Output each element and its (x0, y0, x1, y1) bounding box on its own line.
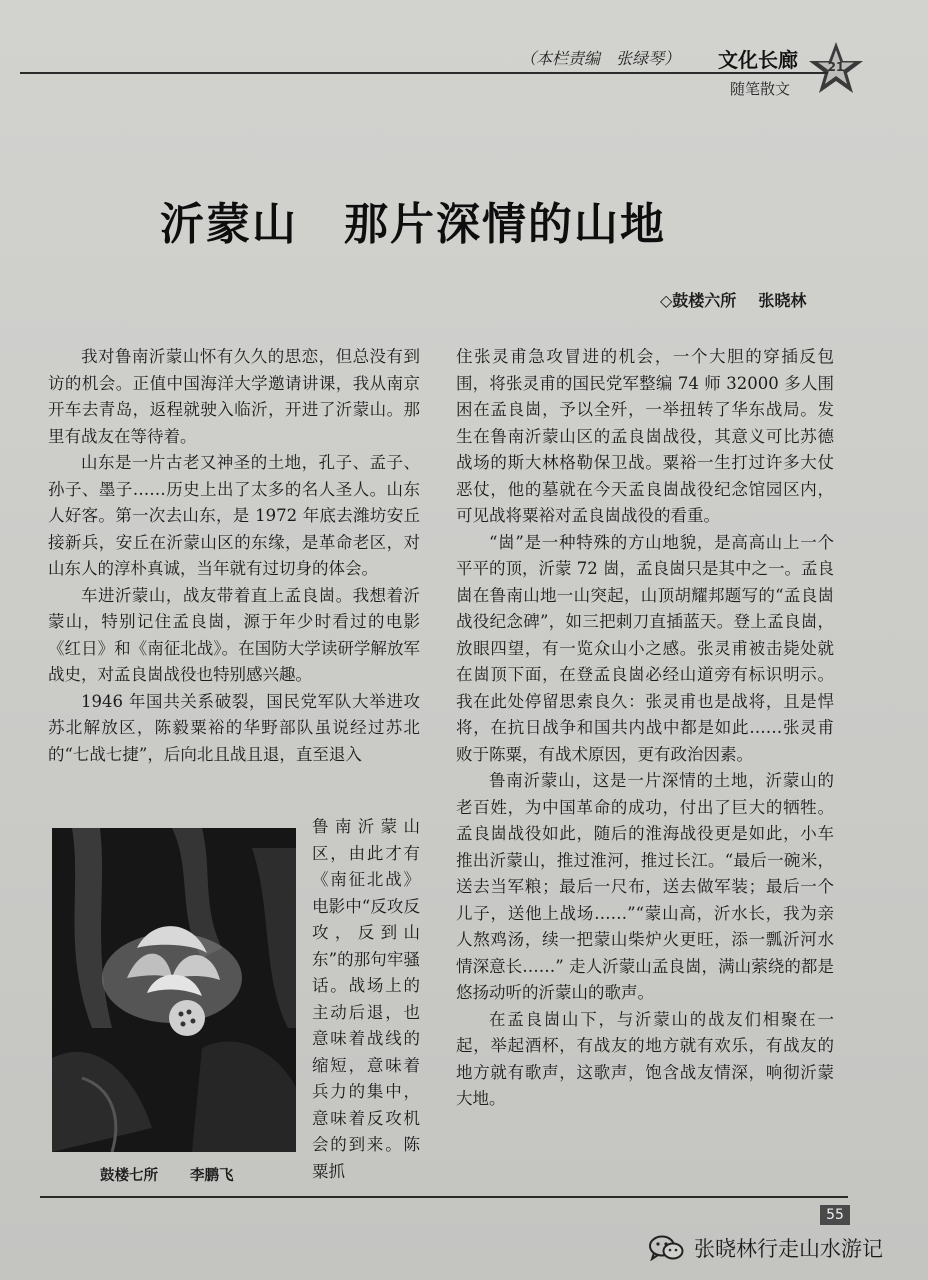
page-number: 55 (820, 1205, 850, 1225)
right-column-text (456, 344, 834, 1113)
paragraph: 在孟良崮山下，与沂蒙山的战友们相聚在一起，举起酒杯，有战友的地方就有欢乐，有战友的地方就有歌声，这歌声，饱含战友情深，响彻沂蒙大地。 (456, 1009, 834, 1108)
wechat-watermark (648, 1232, 883, 1264)
article-title: 沂蒙山 那片深情的山地 (160, 199, 666, 250)
byline-author: 张晓林 (758, 291, 807, 310)
paragraph: 山东是一片古老又神圣的土地，孔子、孟子、孙子、墨子……历史上出了太多的名人圣人。山东人好客。第一次去山东，是 1972 年底去潍坊安丘接新兵，安丘在沂蒙山区的东缘，是革命老区，对山东人的淳朴真诚，当年就有过切身的体会。 (48, 453, 420, 578)
paragraph: 我对鲁南沂蒙山怀有久久的思恋，但总没有到访的机会。正值中国海洋大学邀请讲课，我从南京开车去青岛，返程就驶入临沂，开进了沂蒙山。那里有战友在等待着。 (48, 347, 420, 446)
star-badge-number: 21 (827, 60, 845, 74)
paragraph: 住张灵甫急攻冒进的机会，一个大胆的穿插反包围，将张灵甫的国民党军整编 74 师 32000 多人围困在孟良崮，予以全歼，一举扭转了华东战局。发生在鲁南沂蒙山区的孟良崮战役，其意义可比苏德战场的斯大林格勒保卫战。粟裕一生打过许多大仗恶仗，他的墓就在今天孟良崮战役纪念馆园区内，可见战将粟裕对孟良崮战役的看重。 (456, 347, 834, 525)
article-byline (660, 288, 806, 311)
caption-unit: 鼓楼七所 (100, 1168, 158, 1184)
paragraph: 车进沂蒙山，战友带着直上孟良崮。我想着沂蒙山，特别记住孟良崮，源于年少时看过的电影《红日》和《南征北战》。在国防大学读研学解放军战史，对孟良崮战役也特别感兴趣。 (48, 585, 420, 684)
header-editor-credit: （本栏责编 张绿琴） (520, 49, 681, 68)
left-column-text (48, 344, 420, 768)
caption-author: 李鹏飞 (190, 1168, 234, 1184)
byline-unit: ◇鼓楼六所 (660, 291, 737, 310)
header-divider (20, 72, 828, 74)
wechat-icon (648, 1235, 684, 1261)
header-column-name: 文化长廊 (718, 48, 798, 72)
lotus-photo (52, 828, 296, 1152)
paragraph: 1946 年国共关系破裂，国民党军队大举进攻苏北解放区，陈毅粟裕的华野部队虽说经过苏北的“七战七捷”，后向北且战且退，直至退入 (48, 691, 420, 764)
paragraph: 鲁南沂蒙山，这是一片深情的土地，沂蒙山的老百姓，为中国革命的成功，付出了巨大的牺牲。孟良崮战役如此，随后的淮海战役更是如此，小车推出沂蒙山，推过淮河，推过长江。“最后一碗米，送去当军粮；最后一尺布，送去做军装；最后一个儿子，送他上战场……”“蒙山高，沂水长，我为亲人熬鸡汤，续一把蒙山柴炉火更旺，添一瓢沂河水情深意长……” 走人沂蒙山孟良崮，满山萦绕的都是悠扬动听的沂蒙山的歌声。 (456, 771, 834, 1002)
narrow-column-text (312, 814, 420, 1185)
header-section-name: 随笔散文 (730, 80, 791, 98)
paragraph: 鲁南沂蒙山区，由此才有《南征北战》电影中“反攻反攻，反到山东”的那句牢骚话。战场上的主动后退，也意味着战线的缩短，意味着兵力的集中，意味着反攻机会的到来。陈粟抓 (312, 817, 420, 1181)
photo-caption (100, 1164, 234, 1185)
star-badge-icon (808, 40, 864, 96)
watermark-text: 张晓林行走山水游记 (694, 1237, 883, 1261)
footer-divider (40, 1196, 848, 1198)
paragraph: “崮”是一种特殊的方山地貌，是高高山上一个平平的顶，沂蒙 72 崮，孟良崮只是其中之一。孟良崮在鲁南山地一山突起，山顶胡耀邦题写的“孟良崮战役纪念碑”，如三把刺刀直插蓝天。登上孟良崮，放眼四望，有一览众山小之感。张灵甫被击毙处就在崮顶下面，在登孟良崮必经山道旁有标识明示。我在此处停留思索良久：张灵甫也是战将，且是悍将，在抗日战争和国共内战中都是如此……张灵甫败于陈粟，有战术原因，更有政治因素。 (456, 532, 834, 764)
